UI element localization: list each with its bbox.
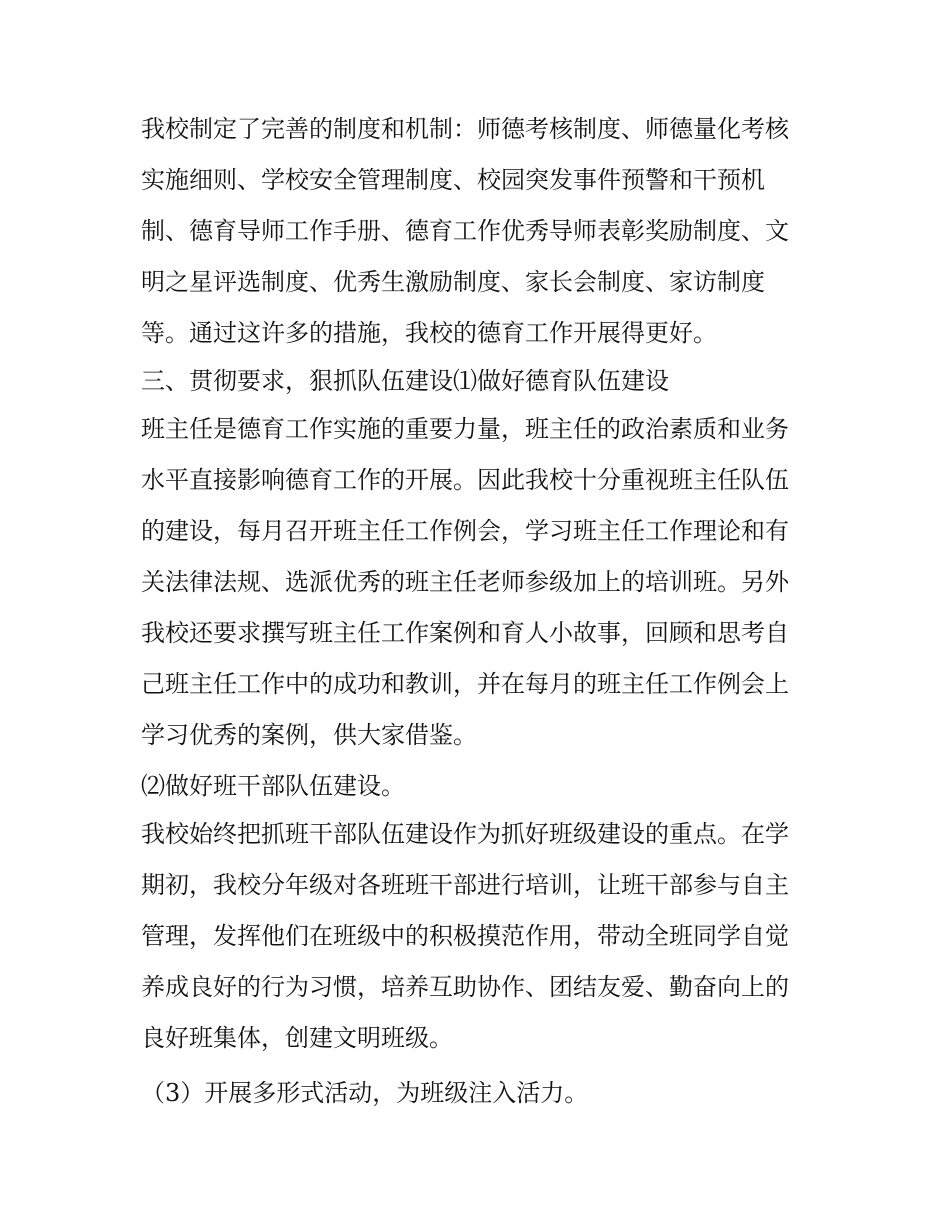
text-line: 的建设，每月召开班主任工作例会，学习班主任工作理论和有 (141, 517, 789, 545)
text-line: 管理，发挥他们在班级中的积极摸范作用，带动全班同学自觉 (141, 922, 789, 950)
subsection-heading: ⑵做好班干部队伍建设。 (141, 772, 405, 800)
text-line: 等。通过这许多的措施，我校的德育工作开展得更好。 (141, 319, 717, 347)
text-line: 学习优秀的案例，供大家借鉴。 (141, 721, 477, 749)
subsection-heading: （3）开展多形式活动，为班级注入活力。 (141, 1079, 589, 1107)
text-line: 己班主任工作中的成功和教训，并在每月的班主任工作例会上 (141, 670, 789, 698)
text-line: 明之星评选制度、优秀生激励制度、家长会制度、家访制度 (141, 268, 765, 296)
text-line: 实施细则、学校安全管理制度、校园突发事件预警和干预机 (141, 166, 765, 194)
section-heading: 三、贯彻要求，狠抓队伍建设⑴做好德育队伍建设 (141, 367, 669, 395)
text-line: 养成良好的行为习惯，培养互助协作、团结友爱、勤奋向上的 (141, 973, 789, 1001)
text-line: 班主任是德育工作实施的重要力量，班主任的政治素质和业务 (141, 415, 789, 443)
text-line: 水平直接影响德育工作的开展。因此我校十分重视班主任队伍 (141, 466, 789, 494)
text-line: 期初，我校分年级对各班班干部进行培训，让班干部参与自主 (141, 871, 789, 899)
document-body (141, 104, 813, 1119)
text-line: 我校制定了完善的制度和机制：师德考核制度、师德量化考核 (141, 115, 789, 143)
text-line: 制、德育导师工作手册、德育工作优秀导师表彰奖励制度、文 (141, 217, 789, 245)
text-line: 良好班集体，创建文明班级。 (141, 1024, 453, 1052)
text-line: 我校始终把抓班干部队伍建设作为抓好班级建设的重点。在学 (141, 820, 789, 848)
text-line: 关法律法规、选派优秀的班主任老师参级加上的培训班。另外 (141, 568, 789, 596)
text-line: 我校还要求撰写班主任工作案例和育人小故事，回顾和思考自 (141, 619, 789, 647)
